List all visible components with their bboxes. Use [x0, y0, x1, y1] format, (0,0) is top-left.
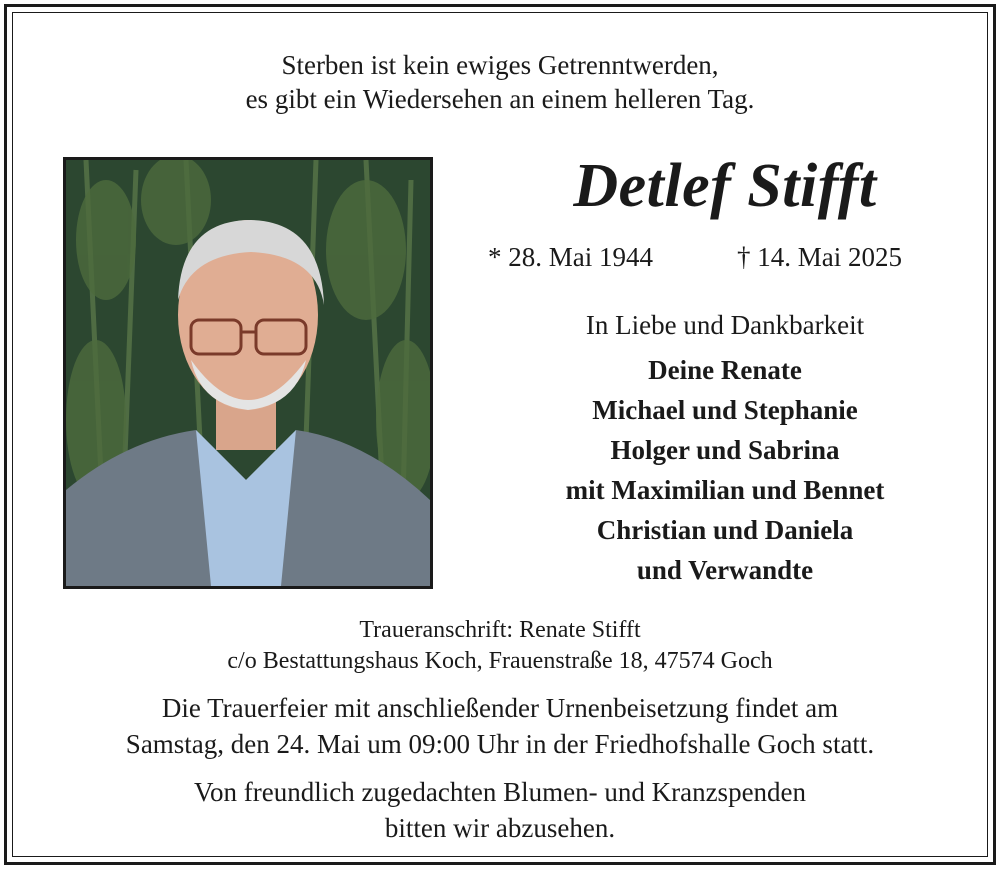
- mourner-line: Deine Renate: [648, 355, 802, 385]
- address-line-2: c/o Bestattungshaus Koch, Frauenstraße 18, 47574 Goch: [227, 648, 773, 674]
- portrait-photo: [63, 157, 433, 589]
- motto: [0, 48, 1000, 116]
- mourning-address: [0, 615, 1000, 677]
- flowers-request: [0, 774, 1000, 846]
- mourners-list: [470, 350, 980, 590]
- ceremony-line-1: Die Trauerfeier mit anschließender Urnenbeisetzung findet am: [161, 693, 839, 723]
- ceremony-line-2: Samstag, den 24. Mai um 09:00 Uhr in der Friedhofshalle Goch statt.: [125, 729, 875, 759]
- portrait-illustration: [66, 160, 430, 586]
- mourner-line: Michael und Stephanie: [592, 395, 858, 425]
- motto-line-1: Sterben ist kein ewiges Getrenntwerden,: [281, 50, 719, 80]
- request-line-2: bitten wir abzusehen.: [384, 813, 616, 843]
- address-line-1: Traueranschrift: Renate Stifft: [359, 617, 641, 643]
- birth-date: * 28. Mai 1944: [488, 242, 653, 272]
- ceremony-notice: [0, 690, 1000, 762]
- death-date: † 14. Mai 2025: [737, 242, 902, 272]
- request-line-1: Von freundlich zugedachten Blumen- und Kranzspenden: [193, 777, 807, 807]
- deceased-name: Detlef Stifft: [573, 152, 877, 220]
- motto-line-2: es gibt ein Wiedersehen an einem helleren Tag.: [245, 84, 755, 114]
- mourner-line: Holger und Sabrina: [610, 435, 840, 465]
- mourner-line: und Verwandte: [636, 555, 814, 585]
- mourners-intro: In Liebe und Dankbarkeit: [585, 310, 865, 340]
- mourner-line: mit Maximilian und Bennet: [565, 475, 885, 505]
- mourner-line: Christian und Daniela: [596, 515, 854, 545]
